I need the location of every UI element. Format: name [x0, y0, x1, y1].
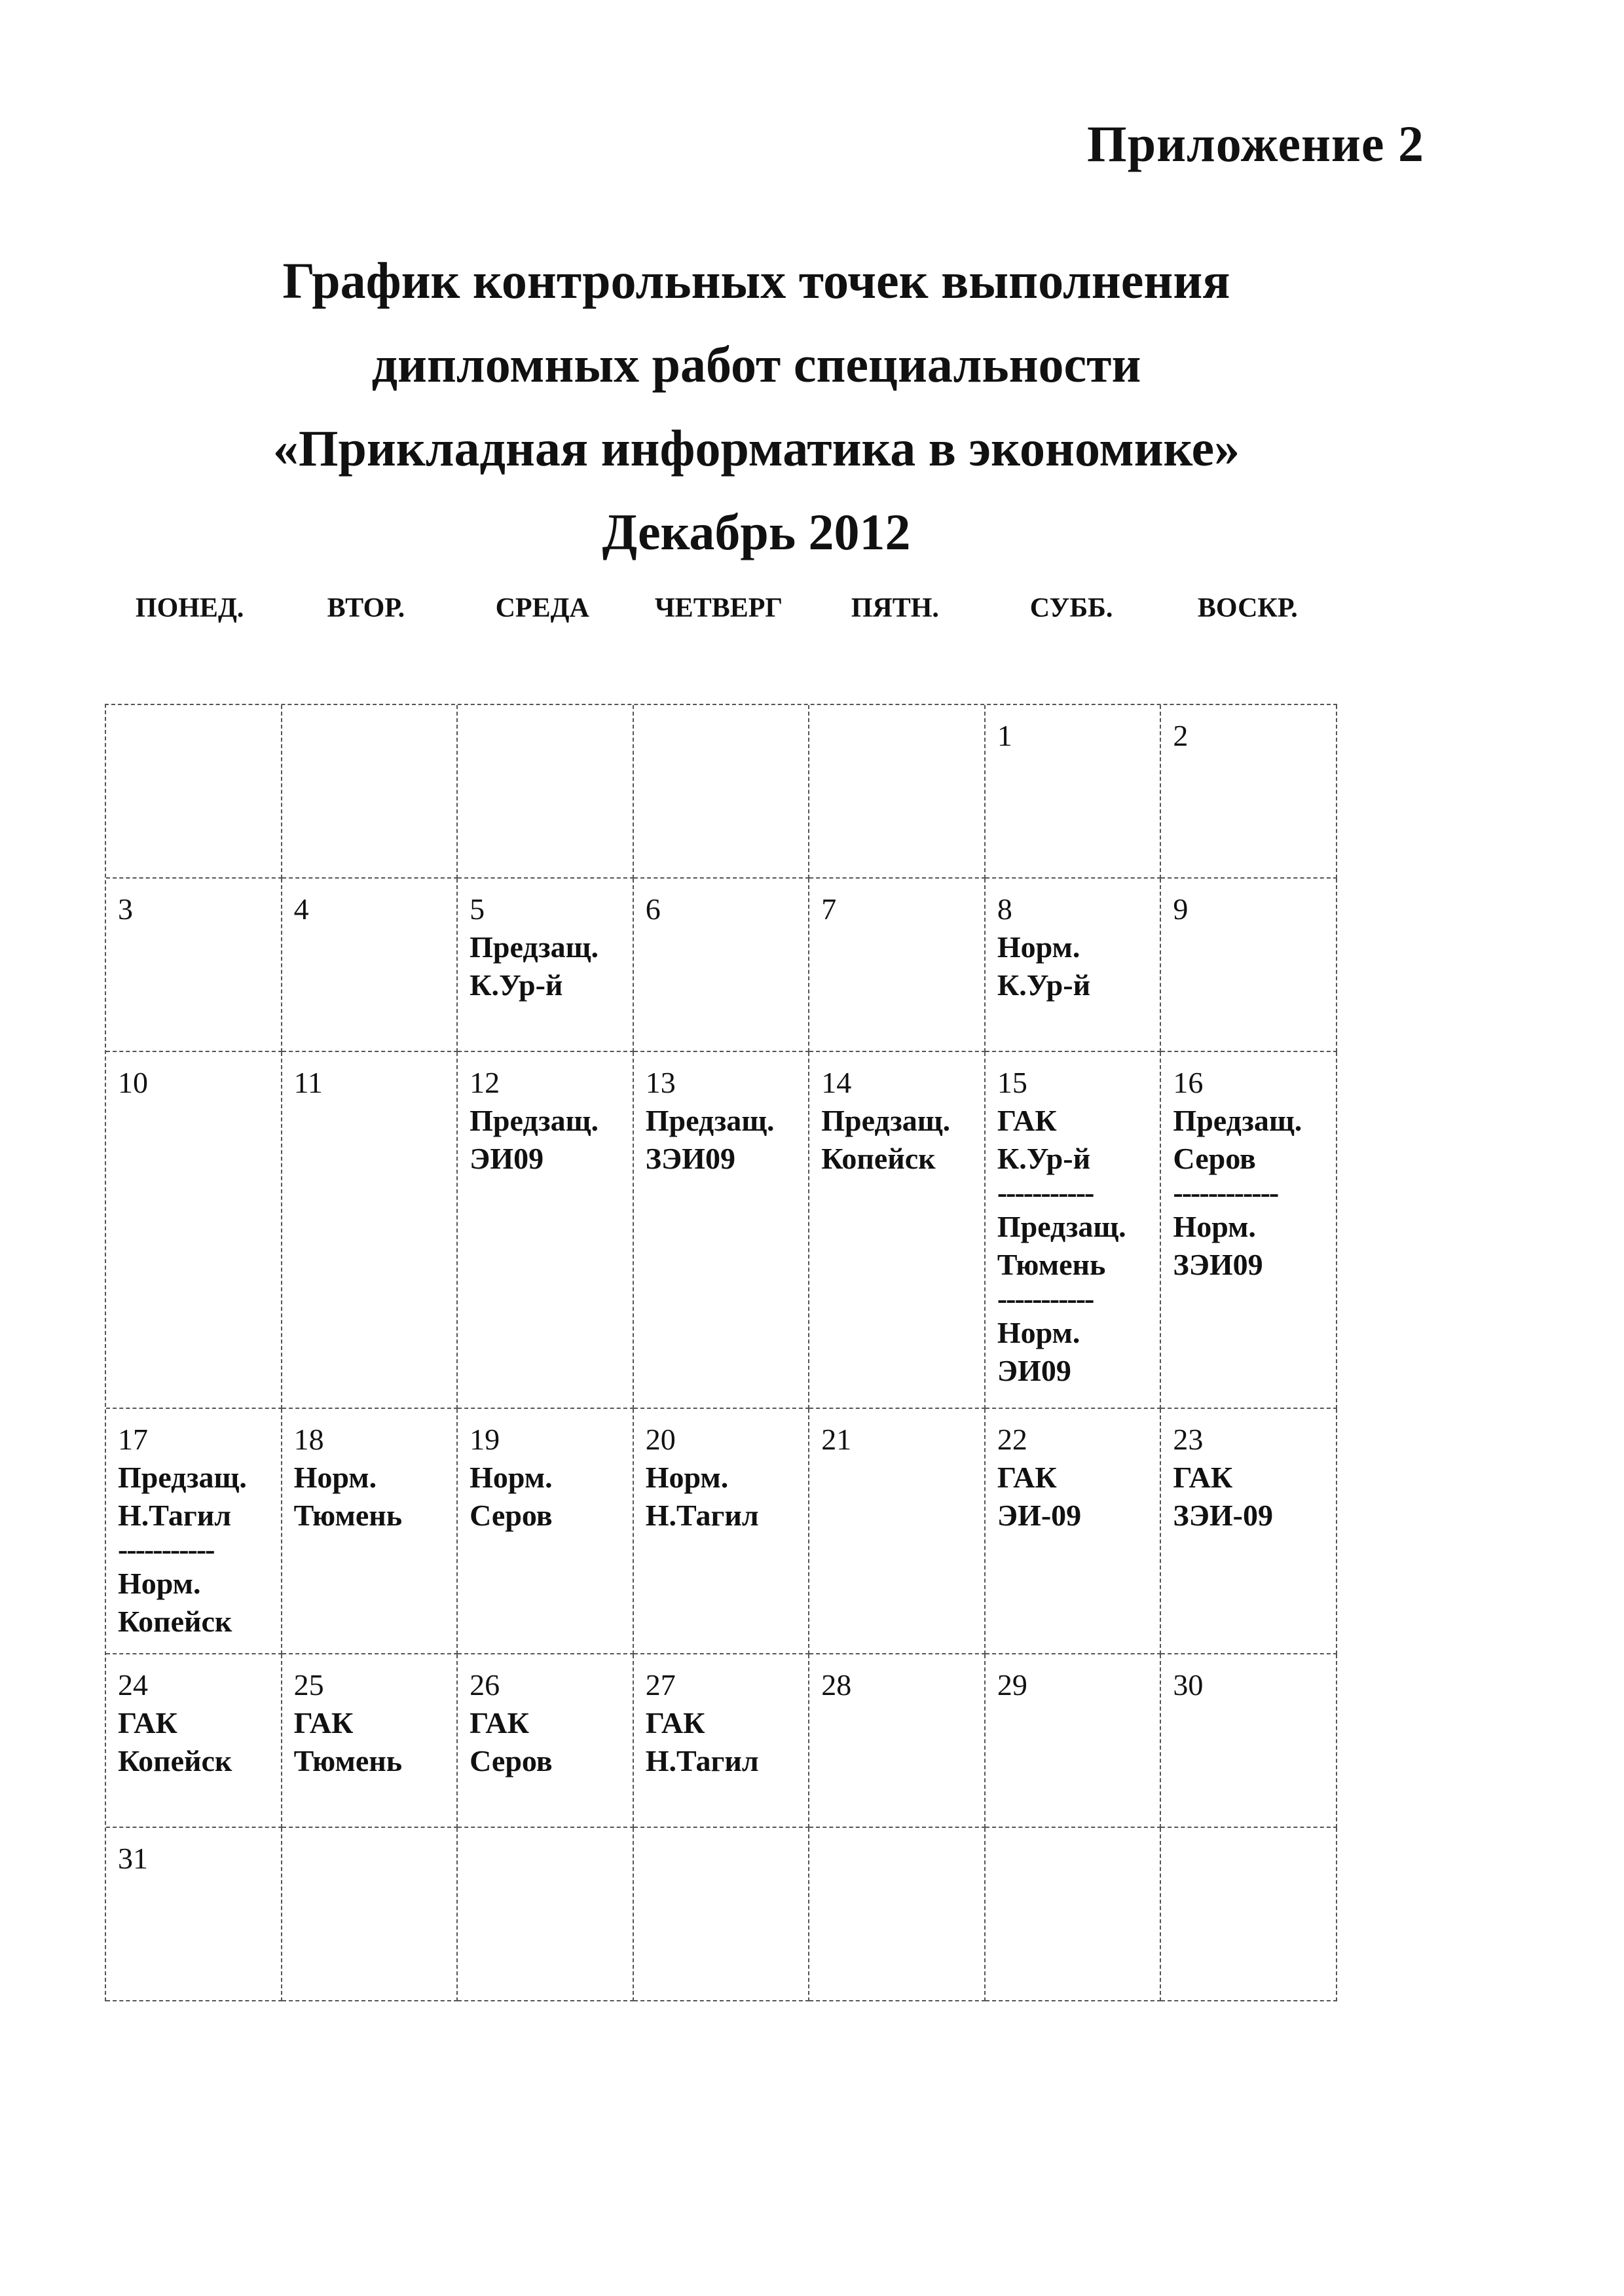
calendar-cell [458, 1654, 634, 1828]
event-entry: ЭИ09 [470, 1142, 544, 1175]
calendar-cell [106, 1828, 282, 2001]
calendar-cell [458, 705, 634, 879]
day-number: 12 [470, 1066, 500, 1099]
calendar-cell [282, 879, 458, 1052]
day-number: 20 [645, 1423, 676, 1456]
calendar-cell [458, 879, 634, 1052]
event-entry: Норм. [118, 1567, 201, 1600]
calendar-cell [1161, 1052, 1337, 1409]
appendix-label: Приложение 2 [1087, 115, 1424, 172]
day-number: 5 [470, 892, 485, 926]
day-number: 6 [645, 892, 661, 926]
calendar-cell [634, 1052, 810, 1409]
event-entry: Копейск [821, 1142, 936, 1175]
event-entry: ГАК [997, 1461, 1057, 1494]
day-number: 31 [118, 1842, 148, 1875]
weekday-sun: ВОСКР. [1197, 593, 1298, 623]
day-number: 11 [293, 1066, 323, 1099]
calendar-cell [986, 1828, 1162, 2001]
day-number: 28 [821, 1668, 852, 1702]
calendar-cell [282, 1654, 458, 1828]
event-entry: Тюмень [293, 1744, 403, 1777]
calendar-cell [282, 1409, 458, 1654]
day-number: 21 [821, 1423, 852, 1456]
event-entry: Тюмень [293, 1499, 403, 1532]
calendar-cell [282, 705, 458, 879]
event-entry: Н.Тагил [645, 1744, 759, 1777]
calendar-cell [106, 879, 282, 1052]
weekday-wed: СРЕДА [495, 593, 589, 623]
calendar-cell [282, 1828, 458, 2001]
calendar-cell [458, 1052, 634, 1409]
event-entry: Норм. [470, 1461, 553, 1494]
event-entry: ЗЭИ-09 [1173, 1499, 1273, 1532]
calendar-cell [458, 1828, 634, 2001]
day-number: 24 [118, 1668, 148, 1702]
calendar-cell [458, 1409, 634, 1654]
event-entry: К.Ур-й [470, 968, 563, 1002]
calendar-grid [105, 704, 1337, 2001]
calendar-cell [1161, 1828, 1337, 2001]
calendar-cell [634, 879, 810, 1052]
event-entry: Копейск [118, 1744, 232, 1777]
event-entry: Серов [470, 1499, 553, 1532]
event-entry: Серов [1173, 1142, 1256, 1175]
calendar-cell [1161, 705, 1337, 879]
title-line-3: «Прикладная информатика в экономике» [272, 420, 1240, 477]
day-number: 15 [997, 1066, 1027, 1099]
calendar-cell [106, 1654, 282, 1828]
entry-separator: ----------- [997, 1176, 1094, 1209]
day-number: 9 [1173, 892, 1189, 926]
entry-separator: ----------- [118, 1533, 214, 1566]
day-number: 10 [118, 1066, 148, 1099]
weekday-thu: ЧЕТВЕРГ [654, 593, 783, 623]
title-line-4: Декабрь 2012 [602, 503, 911, 560]
calendar-cell [986, 1654, 1162, 1828]
day-number: 18 [293, 1423, 324, 1456]
weekday-fri: ПЯТН. [851, 593, 939, 623]
entry-separator: ----------- [997, 1282, 1094, 1315]
document-title [0, 239, 1624, 574]
event-entry: Норм. [645, 1461, 729, 1494]
weekday-mon: ПОНЕД. [135, 593, 244, 623]
event-entry: ЭИ09 [997, 1354, 1071, 1387]
event-entry: Н.Тагил [118, 1499, 232, 1532]
entry-separator: ------------ [1173, 1176, 1278, 1209]
calendar-cell [809, 1828, 986, 2001]
calendar-cell [106, 1409, 282, 1654]
event-entry: ЗЭИ09 [645, 1142, 735, 1175]
event-entry: Предзащ. [118, 1461, 247, 1494]
event-entry: Предзащ. [645, 1104, 775, 1137]
day-number: 2 [1173, 719, 1189, 752]
day-number: 27 [645, 1668, 676, 1702]
calendar-cell [1161, 1409, 1337, 1654]
weekday-header [101, 592, 1336, 624]
event-entry: Копейск [118, 1605, 232, 1638]
day-number: 26 [470, 1668, 500, 1702]
day-number: 19 [470, 1423, 500, 1456]
calendar-cell [986, 1409, 1162, 1654]
event-entry: Н.Тагил [645, 1499, 759, 1532]
day-number: 4 [293, 892, 309, 926]
title-line-1: График контрольных точек выполнения [282, 252, 1230, 309]
event-entry: Предзащ. [997, 1210, 1126, 1243]
event-entry: ГАК [1173, 1461, 1233, 1494]
day-number: 30 [1173, 1668, 1204, 1702]
calendar-cell [634, 1409, 810, 1654]
calendar-cell [809, 705, 986, 879]
calendar-cell [809, 1409, 986, 1654]
event-entry: Тюмень [997, 1248, 1106, 1281]
calendar-cell [1161, 1654, 1337, 1828]
calendar-cell [106, 1052, 282, 1409]
event-entry: ГАК [645, 1706, 705, 1740]
calendar-cell [809, 1052, 986, 1409]
event-entry: ГАК [470, 1706, 529, 1740]
day-number: 25 [293, 1668, 324, 1702]
day-number: 17 [118, 1423, 148, 1456]
event-entry: ГАК [997, 1104, 1057, 1137]
event-entry: ГАК [118, 1706, 177, 1740]
calendar-cell [634, 1654, 810, 1828]
day-number: 23 [1173, 1423, 1204, 1456]
event-entry: ЗЭИ09 [1173, 1248, 1263, 1281]
day-number: 16 [1173, 1066, 1204, 1099]
weekday-sat: СУББ. [1029, 593, 1113, 623]
calendar-cell [106, 705, 282, 879]
day-number: 7 [821, 892, 837, 926]
event-entry: К.Ур-й [997, 968, 1091, 1002]
calendar-cell [634, 1828, 810, 2001]
day-number: 29 [997, 1668, 1027, 1702]
calendar-cell [986, 879, 1162, 1052]
calendar-cell [986, 1052, 1162, 1409]
event-entry: Предзащ. [470, 1104, 599, 1137]
event-entry: Предзащ. [470, 930, 599, 964]
day-number: 13 [645, 1066, 676, 1099]
event-entry: Норм. [997, 930, 1080, 964]
event-entry: Норм. [293, 1461, 377, 1494]
event-entry: ЭИ-09 [997, 1499, 1082, 1532]
calendar-cell [809, 879, 986, 1052]
day-number: 1 [997, 719, 1012, 752]
calendar-cell [1161, 879, 1337, 1052]
event-entry: ГАК [293, 1706, 354, 1740]
weekday-tue: ВТОР. [327, 593, 405, 623]
day-number: 22 [997, 1423, 1027, 1456]
event-entry: К.Ур-й [997, 1142, 1091, 1175]
event-entry: Предзащ. [821, 1104, 951, 1137]
event-entry: Норм. [1173, 1210, 1256, 1243]
event-entry: Предзащ. [1173, 1104, 1302, 1137]
event-entry: Норм. [997, 1316, 1080, 1349]
title-line-2: дипломных работ специальности [371, 336, 1141, 393]
calendar-cell [634, 705, 810, 879]
day-number: 8 [997, 892, 1012, 926]
calendar-cell [986, 705, 1162, 879]
calendar-cell [809, 1654, 986, 1828]
day-number: 3 [118, 892, 133, 926]
calendar-cell [282, 1052, 458, 1409]
day-number: 14 [821, 1066, 852, 1099]
event-entry: Серов [470, 1744, 553, 1777]
